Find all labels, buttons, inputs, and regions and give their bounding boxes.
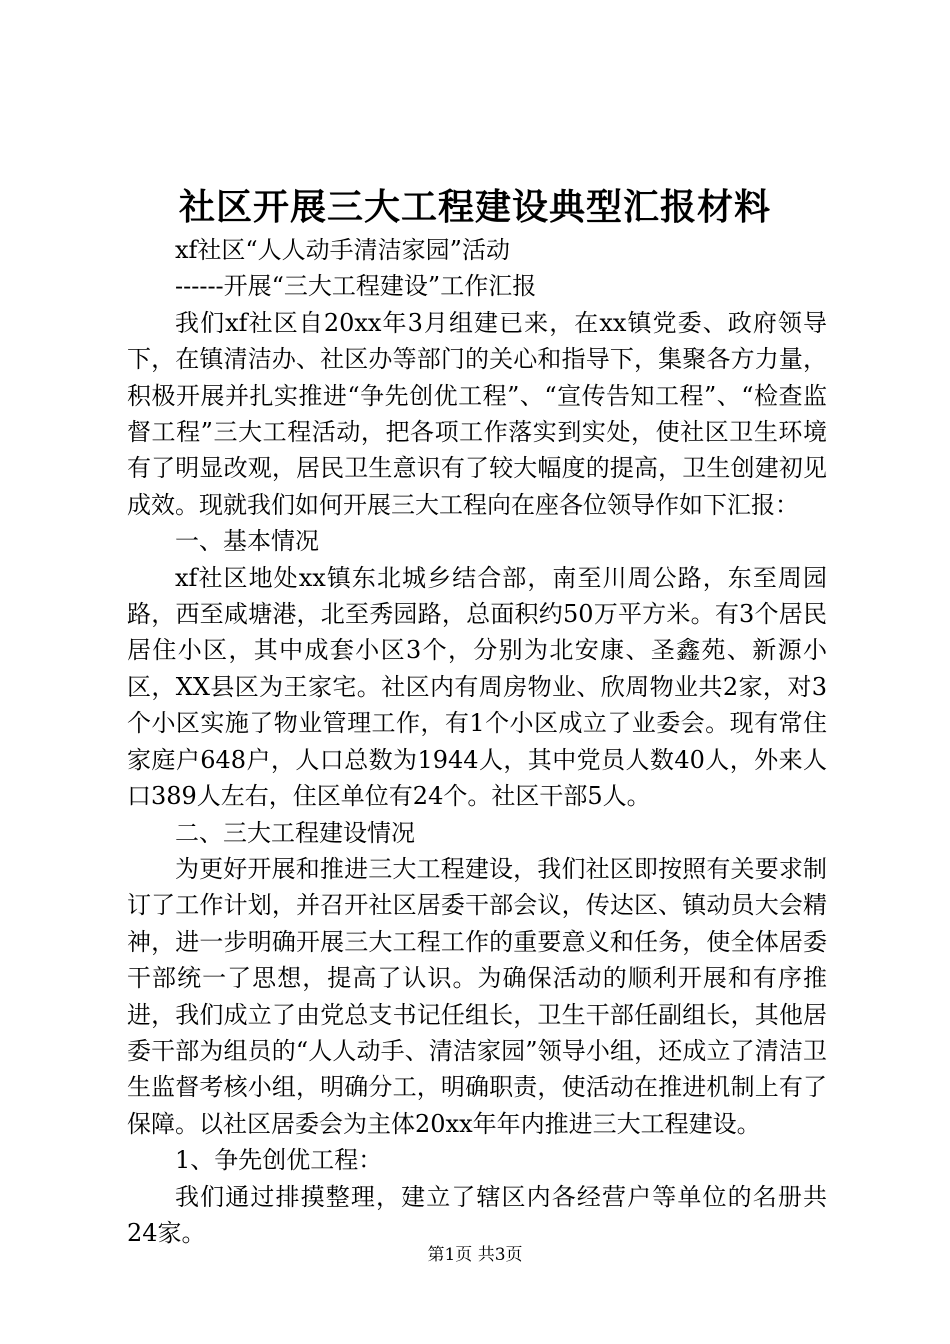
section-heading-basic: 一、基本情况 xyxy=(175,527,319,556)
subsection-heading-excellence: 1、争先创优工程： xyxy=(175,1146,383,1175)
projects-paragraph: 为更好开展和推进三大工程建设，我们社区即按照有关要求制订了工作计划，并召开社区居委干部会议，传达区、镇动员大会精神，进一步明确开展三大工程工作的重要意义和任务，使全体居委干部统一了思想，提高了认识。为确保活动的顺利开展和有序推进，我们成立了由党总支书记任组长，卫生干部任副组长，其他居委干部为组员的“人人动手、清洁家园”领导小组，还成立了清洁卫生监督考核小组，明确分工，明确职责，使活动在推进机制上有了保障。以社区居委会为主体20xx年年内推进三大工程建设。 xyxy=(127,854,827,1138)
subtitle-activity: xf社区“人人动手清洁家园”活动 xyxy=(175,236,510,264)
section-heading-projects: 二、三大工程建设情况 xyxy=(175,818,415,847)
basic-info-paragraph: xf社区地处xx镇东北城乡结合部，南至川周公路，东至周园路，西至咸塘港，北至秀园路，总面积约50万平方米。有3个居民居住小区，其中成套小区3个，分别为北安康、圣鑫苑、新源小区，XX县区为王家宅。社区内有周房物业、欣周物业共2家，对3个小区实施了物业管理工作，有1个小区成立了业委会。现有常住家庭户648户，人口总数为1944人，其中党员人数40人，外来人口389人左右，住区单位有24个。社区干部5人。 xyxy=(127,563,827,811)
document-body xyxy=(127,232,827,1251)
intro-paragraph: 我们xf社区自20xx年3月组建已来，在xx镇党委、政府领导下，在镇清洁办、社区办等部门的关心和指导下，集聚各方力量，积极开展并扎实推进“争先创优工程”、“宣传告知工程”、“检查监督工程”三大工程活动，把各项工作落实到实处，使社区卫生环境有了明显改观，居民卫生意识有了较大幅度的提高，卫生创建初见成效。现就我们如何开展三大工程向在座各位领导作如下汇报： xyxy=(127,308,827,519)
excellence-paragraph: 我们通过排摸整理，建立了辖区内各经营户等单位的名册共24家。 xyxy=(127,1182,827,1247)
page-number: 第1页 共3页 xyxy=(427,1245,523,1265)
document-title: 社区开展三大工程建设典型汇报材料 xyxy=(178,186,771,228)
subtitle-report: ------开展“三大工程建设”工作汇报 xyxy=(175,272,537,301)
